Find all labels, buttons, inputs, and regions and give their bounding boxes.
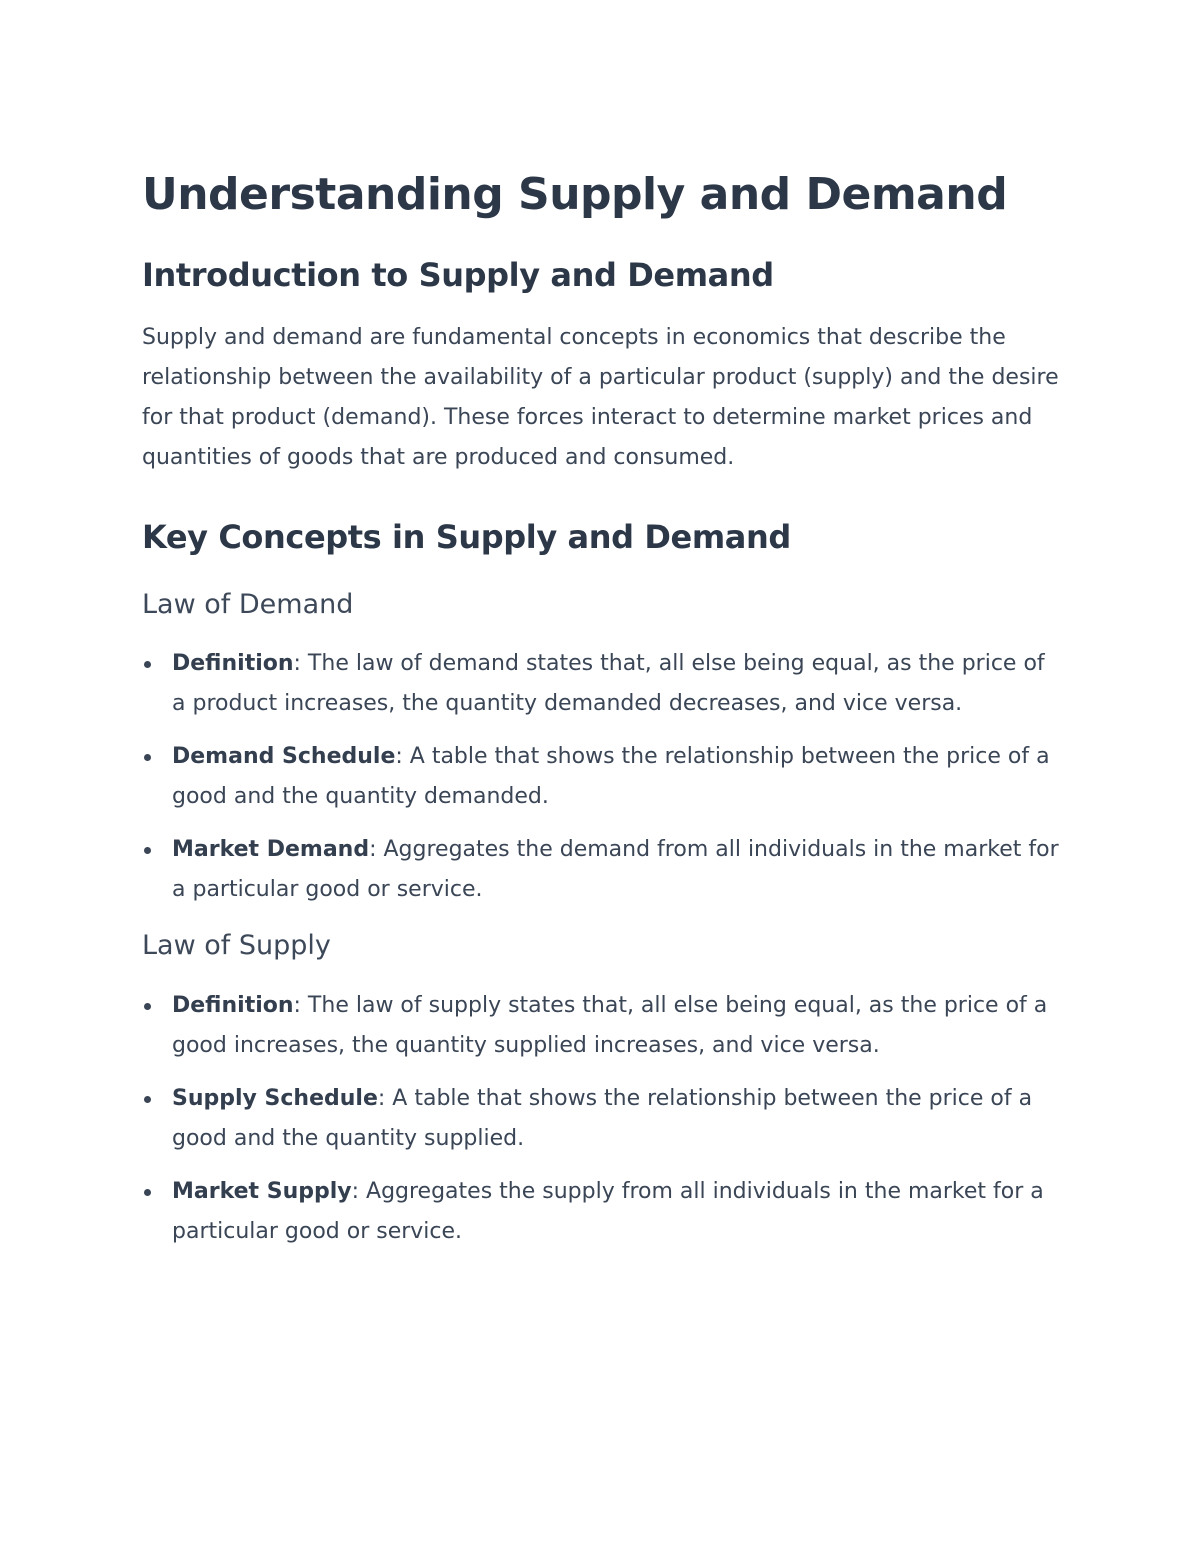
list-item <box>142 986 1062 1066</box>
intro-heading: Introduction to Supply and Demand <box>142 256 774 294</box>
list-item <box>142 830 1062 910</box>
list-item-term: Market Supply <box>172 1179 352 1204</box>
document-title: Understanding Supply and Demand <box>142 169 1008 220</box>
list-item-term: Supply Schedule <box>172 1086 378 1111</box>
list-item-term: Demand Schedule <box>172 744 396 769</box>
list-item-term: Market Demand <box>172 837 370 862</box>
list-item <box>142 1172 1062 1252</box>
law-of-demand-list <box>142 644 1062 910</box>
list-item <box>142 737 1062 817</box>
law-of-demand-heading: Law of Demand <box>142 589 354 620</box>
list-item-text: : The law of supply states that, all else being equal, as the price of a good increases, the quantity supplied increases, and vice versa. <box>172 993 1048 1058</box>
list-item-text: : A table that shows the relationship between the price of a good and the quantity demanded. <box>172 744 1050 809</box>
key-concepts-heading: Key Concepts in Supply and Demand <box>142 518 791 556</box>
list-item-text: : Aggregates the supply from all individuals in the market for a particular good or service. <box>172 1179 1044 1244</box>
law-of-supply-list <box>142 986 1062 1252</box>
list-item-term: Definition <box>172 993 294 1018</box>
list-item <box>142 1079 1062 1159</box>
list-item-term: Definition <box>172 651 294 676</box>
list-item <box>142 644 1062 724</box>
law-of-supply-heading: Law of Supply <box>142 930 331 961</box>
intro-paragraph: Supply and demand are fundamental concepts in economics that describe the relationship between the availability of a particular product (supply) and the desire for that product (demand). These forces interact to determine market prices and quantities of goods that are produced and consumed. <box>142 325 1059 470</box>
document-page <box>142 166 1062 1252</box>
list-item-text: : A table that shows the relationship between the price of a good and the quantity supplied. <box>172 1086 1033 1151</box>
list-item-text: : Aggregates the demand from all individuals in the market for a particular good or service. <box>172 837 1059 902</box>
list-item-text: : The law of demand states that, all else being equal, as the price of a product increases, the quantity demanded decreases, and vice versa. <box>172 651 1045 716</box>
